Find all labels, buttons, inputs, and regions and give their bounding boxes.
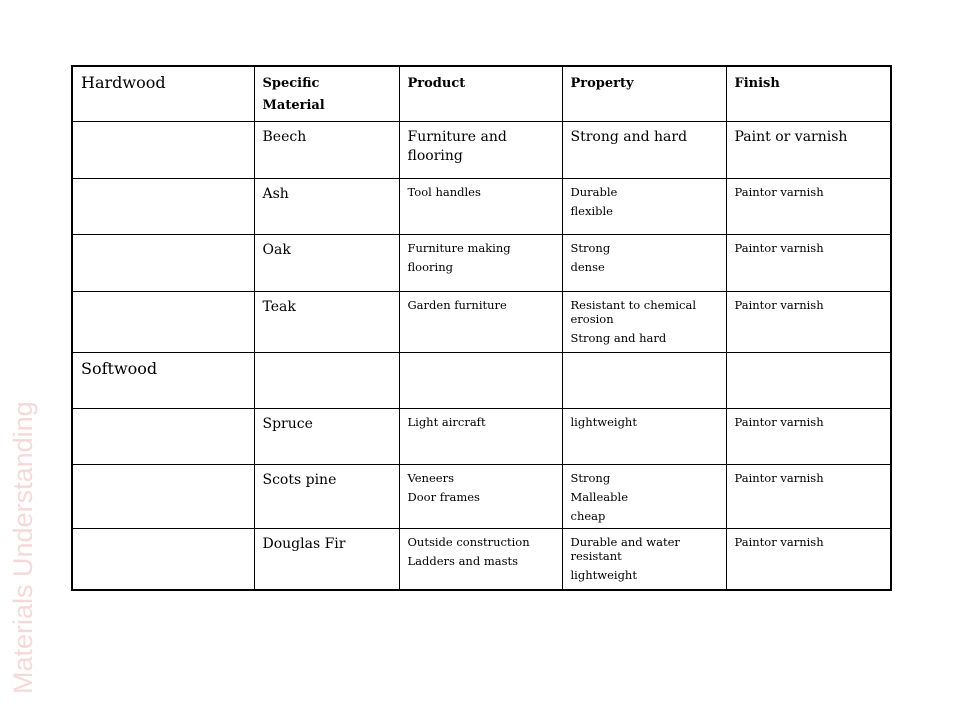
property-cell: [562, 179, 726, 235]
product-line: Ladders and masts: [407, 554, 519, 568]
property-cell: [562, 235, 726, 292]
property-line: lightweight: [570, 568, 637, 582]
finish-line: Paintor varnish: [734, 535, 824, 549]
material-cell: Teak: [254, 292, 399, 353]
empty-cell: [399, 353, 562, 409]
property-line: dense: [570, 260, 605, 274]
softwood-header-row: [72, 353, 891, 409]
finish-line: Paintor varnish: [734, 185, 824, 199]
property-line: cheap: [570, 509, 606, 523]
product-line: Light aircraft: [407, 415, 486, 429]
header-specific-material: [254, 66, 399, 122]
empty-cell: [254, 353, 399, 409]
product-cell: Furniture and flooring: [399, 122, 562, 179]
table-row-ash: [72, 179, 891, 235]
finish-cell: [726, 179, 891, 235]
header-finish: Finish: [726, 66, 891, 122]
finish-line: Paintor varnish: [734, 471, 824, 485]
material-cell: Beech: [254, 122, 399, 179]
product-line: Furniture making: [407, 241, 511, 255]
table-row-beech: [72, 122, 891, 179]
property-cell: Strong and hard: [562, 122, 726, 179]
empty-cell: [726, 353, 891, 409]
product-cell: [399, 179, 562, 235]
finish-cell: [726, 529, 891, 590]
table-row-teak: [72, 292, 891, 353]
property-line: Durable and water resistant: [570, 535, 680, 563]
finish-line: Paintor varnish: [734, 298, 824, 312]
header-material-line-2: Material: [262, 98, 325, 113]
property-line: Strong and hard: [570, 331, 667, 345]
product-line: Door frames: [407, 490, 480, 504]
header-property: Property: [562, 66, 726, 122]
finish-line: Paintor varnish: [734, 241, 824, 255]
header-product: Product: [399, 66, 562, 122]
finish-cell: Paint or varnish: [726, 122, 891, 179]
product-cell: [399, 409, 562, 465]
empty-cell: [562, 353, 726, 409]
finish-cell: [726, 292, 891, 353]
finish-cell: [726, 409, 891, 465]
property-cell: [562, 409, 726, 465]
group-cell-empty: [72, 292, 254, 353]
product-line: Garden furniture: [407, 298, 507, 312]
watermark-text: Materials Understanding: [8, 401, 38, 694]
table-row-scots-pine: [72, 465, 891, 529]
table-row-spruce: [72, 409, 891, 465]
group-cell-empty: [72, 235, 254, 292]
wood-materials-table: [71, 65, 892, 591]
property-cell: [562, 292, 726, 353]
product-cell: [399, 529, 562, 590]
header-material-line-1: Specific: [262, 76, 320, 91]
group-cell-empty: [72, 179, 254, 235]
table-row-oak: [72, 235, 891, 292]
material-cell: Ash: [254, 179, 399, 235]
header-row: [72, 66, 891, 122]
property-line: Strong: [570, 241, 611, 255]
product-cell: [399, 465, 562, 529]
property-line: flexible: [570, 204, 613, 218]
product-cell: [399, 292, 562, 353]
material-cell: Oak: [254, 235, 399, 292]
material-cell: Douglas Fir: [254, 529, 399, 590]
group-cell-empty: [72, 409, 254, 465]
group-cell-empty: [72, 529, 254, 590]
finish-cell: [726, 235, 891, 292]
group-label-softwood: Softwood: [72, 353, 254, 409]
material-cell: Scots pine: [254, 465, 399, 529]
property-cell: [562, 529, 726, 590]
property-line: Malleable: [570, 490, 628, 504]
product-line: Tool handles: [407, 185, 481, 199]
property-line: Durable: [570, 185, 618, 199]
property-line: Resistant to chemical erosion: [570, 298, 697, 326]
property-line: lightweight: [570, 415, 637, 429]
group-cell-empty: [72, 465, 254, 529]
material-cell: Spruce: [254, 409, 399, 465]
product-line: flooring: [407, 260, 453, 274]
product-line: Outside construction: [407, 535, 530, 549]
finish-cell: [726, 465, 891, 529]
group-cell-empty: [72, 122, 254, 179]
property-cell: [562, 465, 726, 529]
table-row-douglas-fir: [72, 529, 891, 590]
group-label-hardwood: Hardwood: [72, 66, 254, 122]
property-line: Strong: [570, 471, 611, 485]
finish-line: Paintor varnish: [734, 415, 824, 429]
product-cell: [399, 235, 562, 292]
product-line: Veneers: [407, 471, 454, 485]
